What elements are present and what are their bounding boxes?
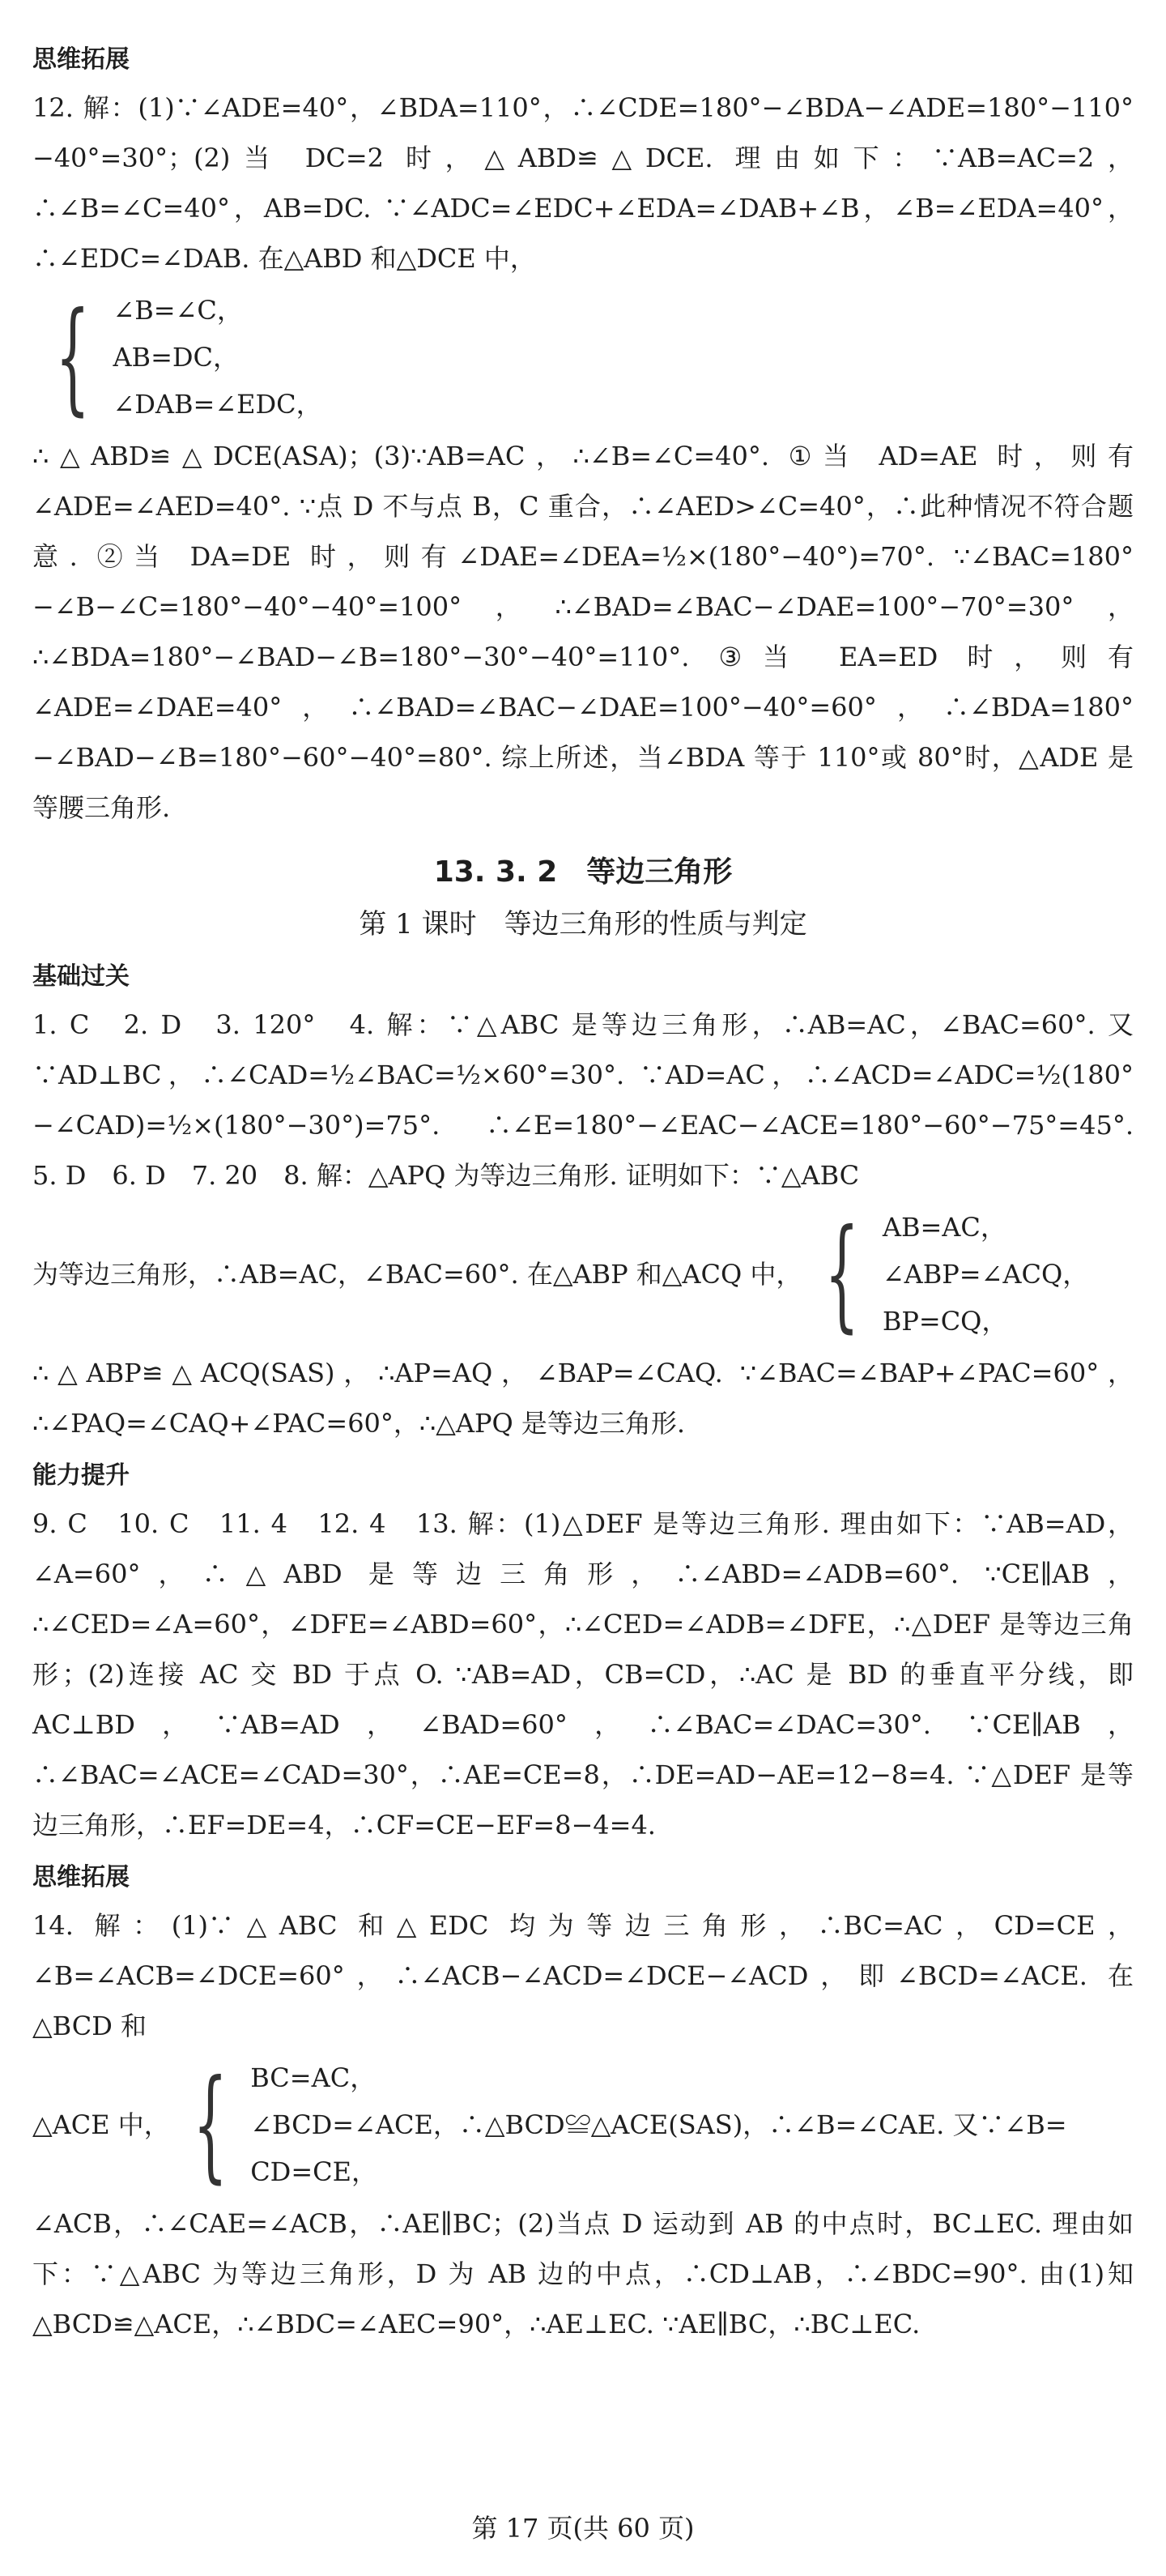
q14-solution-part2: ∠ACB，∴∠CAE=∠ACB，∴AE∥BC；(2)当点 D 运动到 AB 的中点时，BC⊥EC. 理由如下：∵△ABC 为等边三角形，D 为 AB 边的中点，∴CD⊥AB，∴∠BDC=90°. 由(1)知△BCD≌△ACE，∴∠BDC=∠AEC=90°，∴AE⊥EC. ∵AE∥BC，∴BC⊥EC. — [32, 2208, 1134, 2339]
q12-condition-3: ∠DAB=∠EDC， — [113, 389, 322, 420]
q12-condition-1: ∠B=∠C， — [113, 295, 243, 326]
q1-8-answers: 1. C 2. D 3. 120° 4. 解：∵△ABC 是等边三角形，∴AB=AC，∠BAC=60°. 又∵AD⊥BC，∴∠CAD=½∠BAC=½×60°=30°. ∵AD=AC，∴∠ACD=∠ADC=½(180°−∠CAD)=½×(180°−30°)=75°. ∴∠E=180°−∠EAC−∠ACE=180°−60°−75°=45°. 5. D 6. D 7. 20 8. 解：△APQ 为等边三角形. 证明如下：∵△ABC — [32, 1009, 1160, 1191]
section-title: 13. 3. 2 等边三角形 — [433, 855, 733, 889]
q8-lead-text: 为等边三角形，∴AB=AC，∠BAC=60°. 在△ABP 和△ACQ 中， — [32, 1259, 802, 1290]
heading-thinking-1: 思维拓展 — [32, 45, 130, 74]
lesson-title: 第 1 课时 等边三角形的性质与判定 — [359, 908, 807, 940]
heading-thinking-2: 思维拓展 — [32, 1863, 130, 1891]
q8-condition-3: BP=CQ， — [882, 1306, 1008, 1337]
q14-lead-text: △ACE 中， — [32, 2109, 170, 2140]
q14-condition-3: CD=CE， — [250, 2156, 377, 2187]
q9-13-answers: 9. C 10. C 11. 4 12. 4 13. 解：(1)△DEF 是等边三角形. 理由如下：∵AB=AD，∠A=60°，∴△ABD 是等边三角形，∴∠ABD=∠ADB=60°. ∵CE∥AB，∴∠CED=∠A=60°，∠DFE=∠ABD=60°，∴∠CED=∠ADB=∠DFE，∴△DEF 是等边三角形；(2)连接 AC 交 BD 于点 O. ∵AB=AD，CB=CD，∴AC 是 BD 的垂直平分线，即 AC⊥BD，∵AB=AD，∠BAD=60°，∴∠BAC=∠DAC=30°. ∵CE∥AB，∴∠BAC=∠ACE=∠CAD=30°，∴AE=CE=8，∴DE=AD−AE=12−8=4. ∵△DEF 是等边三角形，∴EF=DE=4，∴CF=CE−EF=8−4=4. — [32, 1508, 1134, 1840]
q12-brace-system — [32, 287, 1134, 428]
q14-brace-system — [32, 2054, 1134, 2195]
q8-condition-1: AB=AC， — [882, 1212, 1006, 1243]
heading-basic: 基础过关 — [32, 962, 130, 991]
left-brace-icon: { — [55, 287, 91, 428]
page-number: 第 17 页(共 60 页) — [471, 2513, 695, 2544]
q12-solution-part2: ∴△ABD≌△DCE(ASA)；(3)∵AB=AC，∴∠B=∠C=40°. ①当 AD=AE 时，则有∠ADE=∠AED=40°. ∵点 D 不与点 B，C 重合，∴∠AED>∠C=40°，∴此种情况不符合题意. ②当 DA=DE 时，则有∠DAE=∠DEA=½×(180°−40°)=70°. ∵∠BAC=180°−∠B−∠C=180°−40°−40°=100°，∴∠BAD=∠BAC−∠DAE=100°−70°=30°，∴∠BDA=180°−∠BAD−∠B=180°−30°−40°=110°. ③当 EA=ED 时，则有∠ADE=∠DAE=40°，∴∠BAD=∠BAC−∠DAE=100°−40°=60°，∴∠BDA=180°−∠BAD−∠B=180°−60°−40°=80°. 综上所述，当∠BDA 等于 110°或 80°时，△ADE 是等腰三角形. — [32, 441, 1134, 823]
answer-page — [32, 32, 1160, 2349]
q14-condition-1: BC=AC， — [250, 2062, 377, 2093]
heading-ability: 能力提升 — [32, 1461, 130, 1490]
q8-brace-system — [32, 1204, 1134, 1345]
left-brace-icon: { — [192, 2054, 228, 2195]
q8-solution-part2: ∴△ABP≌△ACQ(SAS)，∴AP=AQ，∠BAP=∠CAQ. ∵∠BAC=∠BAP+∠PAC=60°，∴∠PAQ=∠CAQ+∠PAC=60°，∴△APQ 是等边三角形. — [32, 1358, 1134, 1439]
q12-condition-2: AB=DC， — [113, 342, 240, 373]
q14-condition-2: ∠BCD=∠ACE，∴△BCD≌△ACE(SAS)，∴∠B=∠CAE. 又∵∠B= — [250, 2109, 1067, 2140]
q14-solution-part1: 14. 解：(1)∵△ABC 和△EDC 均为等边三角形，∴BC=AC，CD=CE，∠B=∠ACB=∠DCE=60°，∴∠ACB−∠ACD=∠DCE−∠ACD，即∠BCD=∠ACE. 在△BCD 和 — [32, 1910, 1134, 2041]
q12-solution-part1: 12. 解：(1)∵∠ADE=40°，∠BDA=110°，∴∠CDE=180°−∠BDA−∠ADE=180°−110°−40°=30°；(2)当 DC=2 时，△ABD≌△DCE. 理由如下：∵AB=AC=2，∴∠B=∠C=40°，AB=DC. ∵∠ADC=∠EDC+∠EDA=∠DAB+∠B，∠B=∠EDA=40°，∴∠EDC=∠DAB. 在△ABD 和△DCE 中， — [32, 92, 1134, 274]
q8-condition-2: ∠ABP=∠ACQ， — [882, 1259, 1089, 1290]
left-brace-icon: { — [824, 1204, 860, 1345]
